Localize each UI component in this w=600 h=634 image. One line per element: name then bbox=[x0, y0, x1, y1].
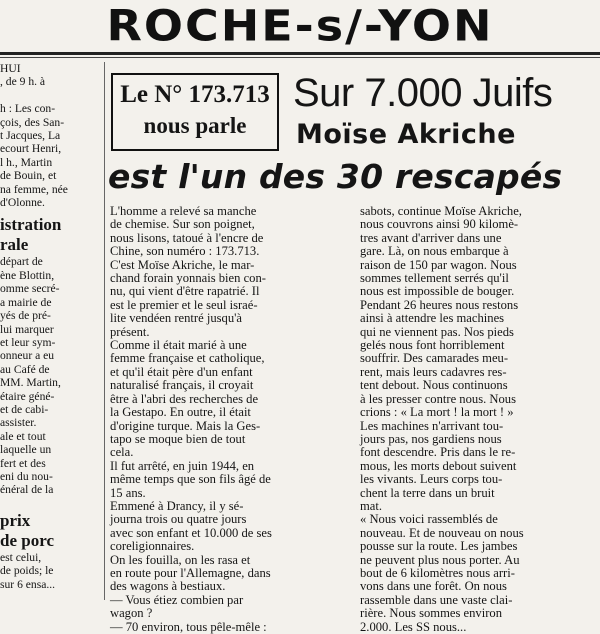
left-heading-3: prix bbox=[0, 510, 31, 530]
left-heading-4: de porc bbox=[0, 530, 54, 550]
text-line: mat. bbox=[360, 498, 383, 513]
text-line: chand forain yonnais bien con- bbox=[110, 271, 266, 286]
left-column-top-text bbox=[0, 62, 102, 209]
text-line: On les fouilla, on les rasa et bbox=[110, 552, 251, 567]
text-line: est celui, bbox=[0, 550, 42, 564]
number-stamp-box bbox=[111, 73, 279, 151]
text-line bbox=[0, 89, 102, 102]
text-line: mous, les morts debout suivent bbox=[360, 458, 517, 473]
text-line: l h., Martin bbox=[0, 155, 53, 169]
text-line: « Nous voici rassemblés de bbox=[360, 512, 498, 527]
left-heading-1: istration bbox=[0, 215, 62, 235]
text-line: L'homme a relevé sa manche bbox=[110, 204, 257, 218]
text-line: vons dans une forêt. On nous bbox=[360, 579, 507, 594]
text-line: laquelle un bbox=[0, 443, 52, 457]
headline-line-3: est l'un des 30 rescapés bbox=[108, 157, 563, 196]
text-line: Pendant 26 heures nous restons bbox=[360, 297, 519, 312]
text-line: et qu'il était père d'un enfant bbox=[110, 364, 253, 379]
text-line: avec son enfant et 10.000 de ses bbox=[110, 525, 272, 540]
text-line: nous lisons, tatoué à l'encre de bbox=[110, 230, 264, 245]
text-line: t Jacques, La bbox=[0, 129, 61, 143]
text-line: ainsi à attendre les machines bbox=[360, 311, 505, 326]
left-column bbox=[0, 62, 102, 600]
text-line: raison de 150 par wagon. Nous bbox=[360, 257, 517, 272]
text-line: gare. Là, on nous embarque à bbox=[360, 244, 509, 259]
text-line: , de 9 h. à bbox=[0, 75, 46, 89]
text-line: tent debout. Nous continuons bbox=[360, 378, 508, 393]
left-column-bottom-text bbox=[0, 551, 102, 591]
text-line: C'est Moïse Akriche, le mar- bbox=[110, 257, 255, 272]
text-line: omme secré- bbox=[0, 282, 60, 296]
text-line: rassemble dans une vaste clai- bbox=[360, 592, 513, 607]
text-line: présent. bbox=[110, 324, 150, 339]
text-line: tapo se moque bien de tout bbox=[110, 431, 246, 446]
text-line: sur 6 ensa... bbox=[0, 577, 56, 591]
text-line: de poids; le bbox=[0, 564, 54, 578]
text-line: — Vous étiez combien par bbox=[110, 592, 244, 607]
column-rule bbox=[104, 62, 105, 600]
text-line: même temps que son fils âgé de bbox=[110, 472, 271, 487]
text-line: Comme il était marié à une bbox=[110, 338, 247, 353]
text-line: souffrir. Des camarades meu- bbox=[360, 351, 509, 366]
text-line: de Bouin, et bbox=[0, 169, 57, 183]
text-line: Il fut arrêté, en juin 1944, en bbox=[110, 458, 255, 473]
text-line: Emmené à Drancy, il y sé- bbox=[110, 498, 244, 513]
text-line: onneur a eu bbox=[0, 349, 55, 363]
text-line: h : Les con- bbox=[0, 102, 56, 116]
text-line: ène Blottin, bbox=[0, 268, 55, 282]
text-line: étaire géné- bbox=[0, 389, 55, 403]
text-line: et leur sym- bbox=[0, 335, 56, 349]
masthead-rule bbox=[0, 52, 600, 55]
text-line: crions : « La mort ! la mort ! » bbox=[360, 405, 514, 420]
text-line: en route pour l'Allemagne, dans bbox=[110, 565, 271, 580]
text-line: Les machines n'arrivant tou- bbox=[360, 418, 504, 433]
text-line: a mairie de bbox=[0, 295, 52, 309]
text-line: na femme, née bbox=[0, 182, 68, 196]
text-line: être à l'abri des recherches de bbox=[110, 391, 259, 406]
text-line: coreligionnaires. bbox=[110, 539, 195, 554]
text-line: nouveau. Et de nouveau on nous bbox=[360, 525, 524, 540]
text-line: 15 ans. bbox=[110, 485, 146, 500]
headline-line-2: Moïse Akriche bbox=[296, 119, 516, 150]
left-column-mid-text bbox=[0, 255, 102, 496]
text-line: nous couvrons ainsi 90 kilomè- bbox=[360, 217, 519, 232]
text-line: de chemise. Sur son poignet, bbox=[110, 217, 255, 232]
text-line: nous est impossible de bouger. bbox=[360, 284, 515, 299]
text-line: énéral de la bbox=[0, 483, 54, 497]
text-line: fert et des bbox=[0, 456, 46, 470]
text-line: jours pas, nos gardiens nous bbox=[360, 431, 502, 446]
masthead-rule-thin bbox=[0, 57, 600, 58]
text-line: lite vendéen rentré jusqu'à bbox=[110, 311, 243, 326]
text-line: HUI bbox=[0, 62, 21, 75]
text-line: rière. Nous sommes environ bbox=[360, 606, 502, 621]
text-line: à les presser contre nous. Nous bbox=[360, 391, 516, 406]
stamp-number: Le N° 173.713 bbox=[120, 81, 270, 108]
text-line: bout de 6 kilomètres nous arri- bbox=[360, 565, 515, 580]
text-line: pousse sur la route. Les jambes bbox=[360, 539, 518, 554]
text-line: la Gestapo. En outre, il était bbox=[110, 405, 251, 420]
text-line: les vivants. Leurs corps tou- bbox=[360, 472, 503, 487]
text-line: Chine, son numéro : 173.713. bbox=[110, 244, 260, 259]
text-line: est le premier et le seul israé- bbox=[110, 297, 258, 312]
text-line: qui ne viennent pas. Nos pieds bbox=[360, 324, 514, 339]
text-line: tres avant d'arriver dans une bbox=[360, 230, 502, 245]
text-line: wagon ? bbox=[110, 606, 153, 621]
text-line: çois, des San- bbox=[0, 115, 65, 129]
article-column-2 bbox=[360, 204, 600, 634]
text-line: assister. bbox=[0, 416, 37, 430]
text-line: des wagons à bestiaux. bbox=[110, 579, 226, 594]
text-line: 2.000. Les SS nous... bbox=[360, 619, 467, 634]
stamp-caption: nous parle bbox=[143, 113, 247, 138]
text-line: journa trois ou quatre jours bbox=[110, 512, 247, 527]
text-line: d'Olonne. bbox=[0, 196, 45, 210]
text-line: d'origine turque. Mais la Ges- bbox=[110, 418, 261, 433]
text-line: sommes tellement serrés qu'il bbox=[360, 271, 509, 286]
article-column-1 bbox=[110, 204, 352, 634]
text-line: gelés nous font horriblement bbox=[360, 338, 505, 353]
text-line: au Café de bbox=[0, 362, 50, 376]
text-line: femme française et catholique, bbox=[110, 351, 265, 366]
text-line: départ de bbox=[0, 255, 43, 269]
text-line: chent la terre dans un bruit bbox=[360, 485, 495, 500]
text-line: naturalisé français, il croyait bbox=[110, 378, 254, 393]
text-line: yés de pré- bbox=[0, 309, 51, 323]
text-line: eni du nou- bbox=[0, 469, 53, 483]
text-line: lui marquer bbox=[0, 322, 54, 336]
text-line: ale et tout bbox=[0, 429, 46, 443]
text-line: ne peuvent plus nous porter. Au bbox=[360, 552, 520, 567]
text-line: — 70 environ, tous pêle-mêle : bbox=[110, 619, 267, 634]
text-line: ecourt Henri, bbox=[0, 142, 62, 156]
headline-line-1: Sur 7.000 Juifs bbox=[293, 71, 553, 115]
text-line: MM. Martin, bbox=[0, 376, 61, 390]
text-line: rent, mais leurs cadavres res- bbox=[360, 364, 507, 379]
text-line: nu, qui vient d'être rapatrié. Il bbox=[110, 284, 260, 299]
left-heading-2: rale bbox=[0, 235, 29, 255]
text-line: font descendre. Pris dans le re- bbox=[360, 445, 516, 460]
text-line: sabots, continue Moïse Akriche, bbox=[360, 204, 522, 218]
text-line: cela. bbox=[110, 445, 134, 460]
masthead: ROCHE-s/-YON bbox=[106, 1, 494, 51]
text-line: et de cabi- bbox=[0, 402, 49, 416]
